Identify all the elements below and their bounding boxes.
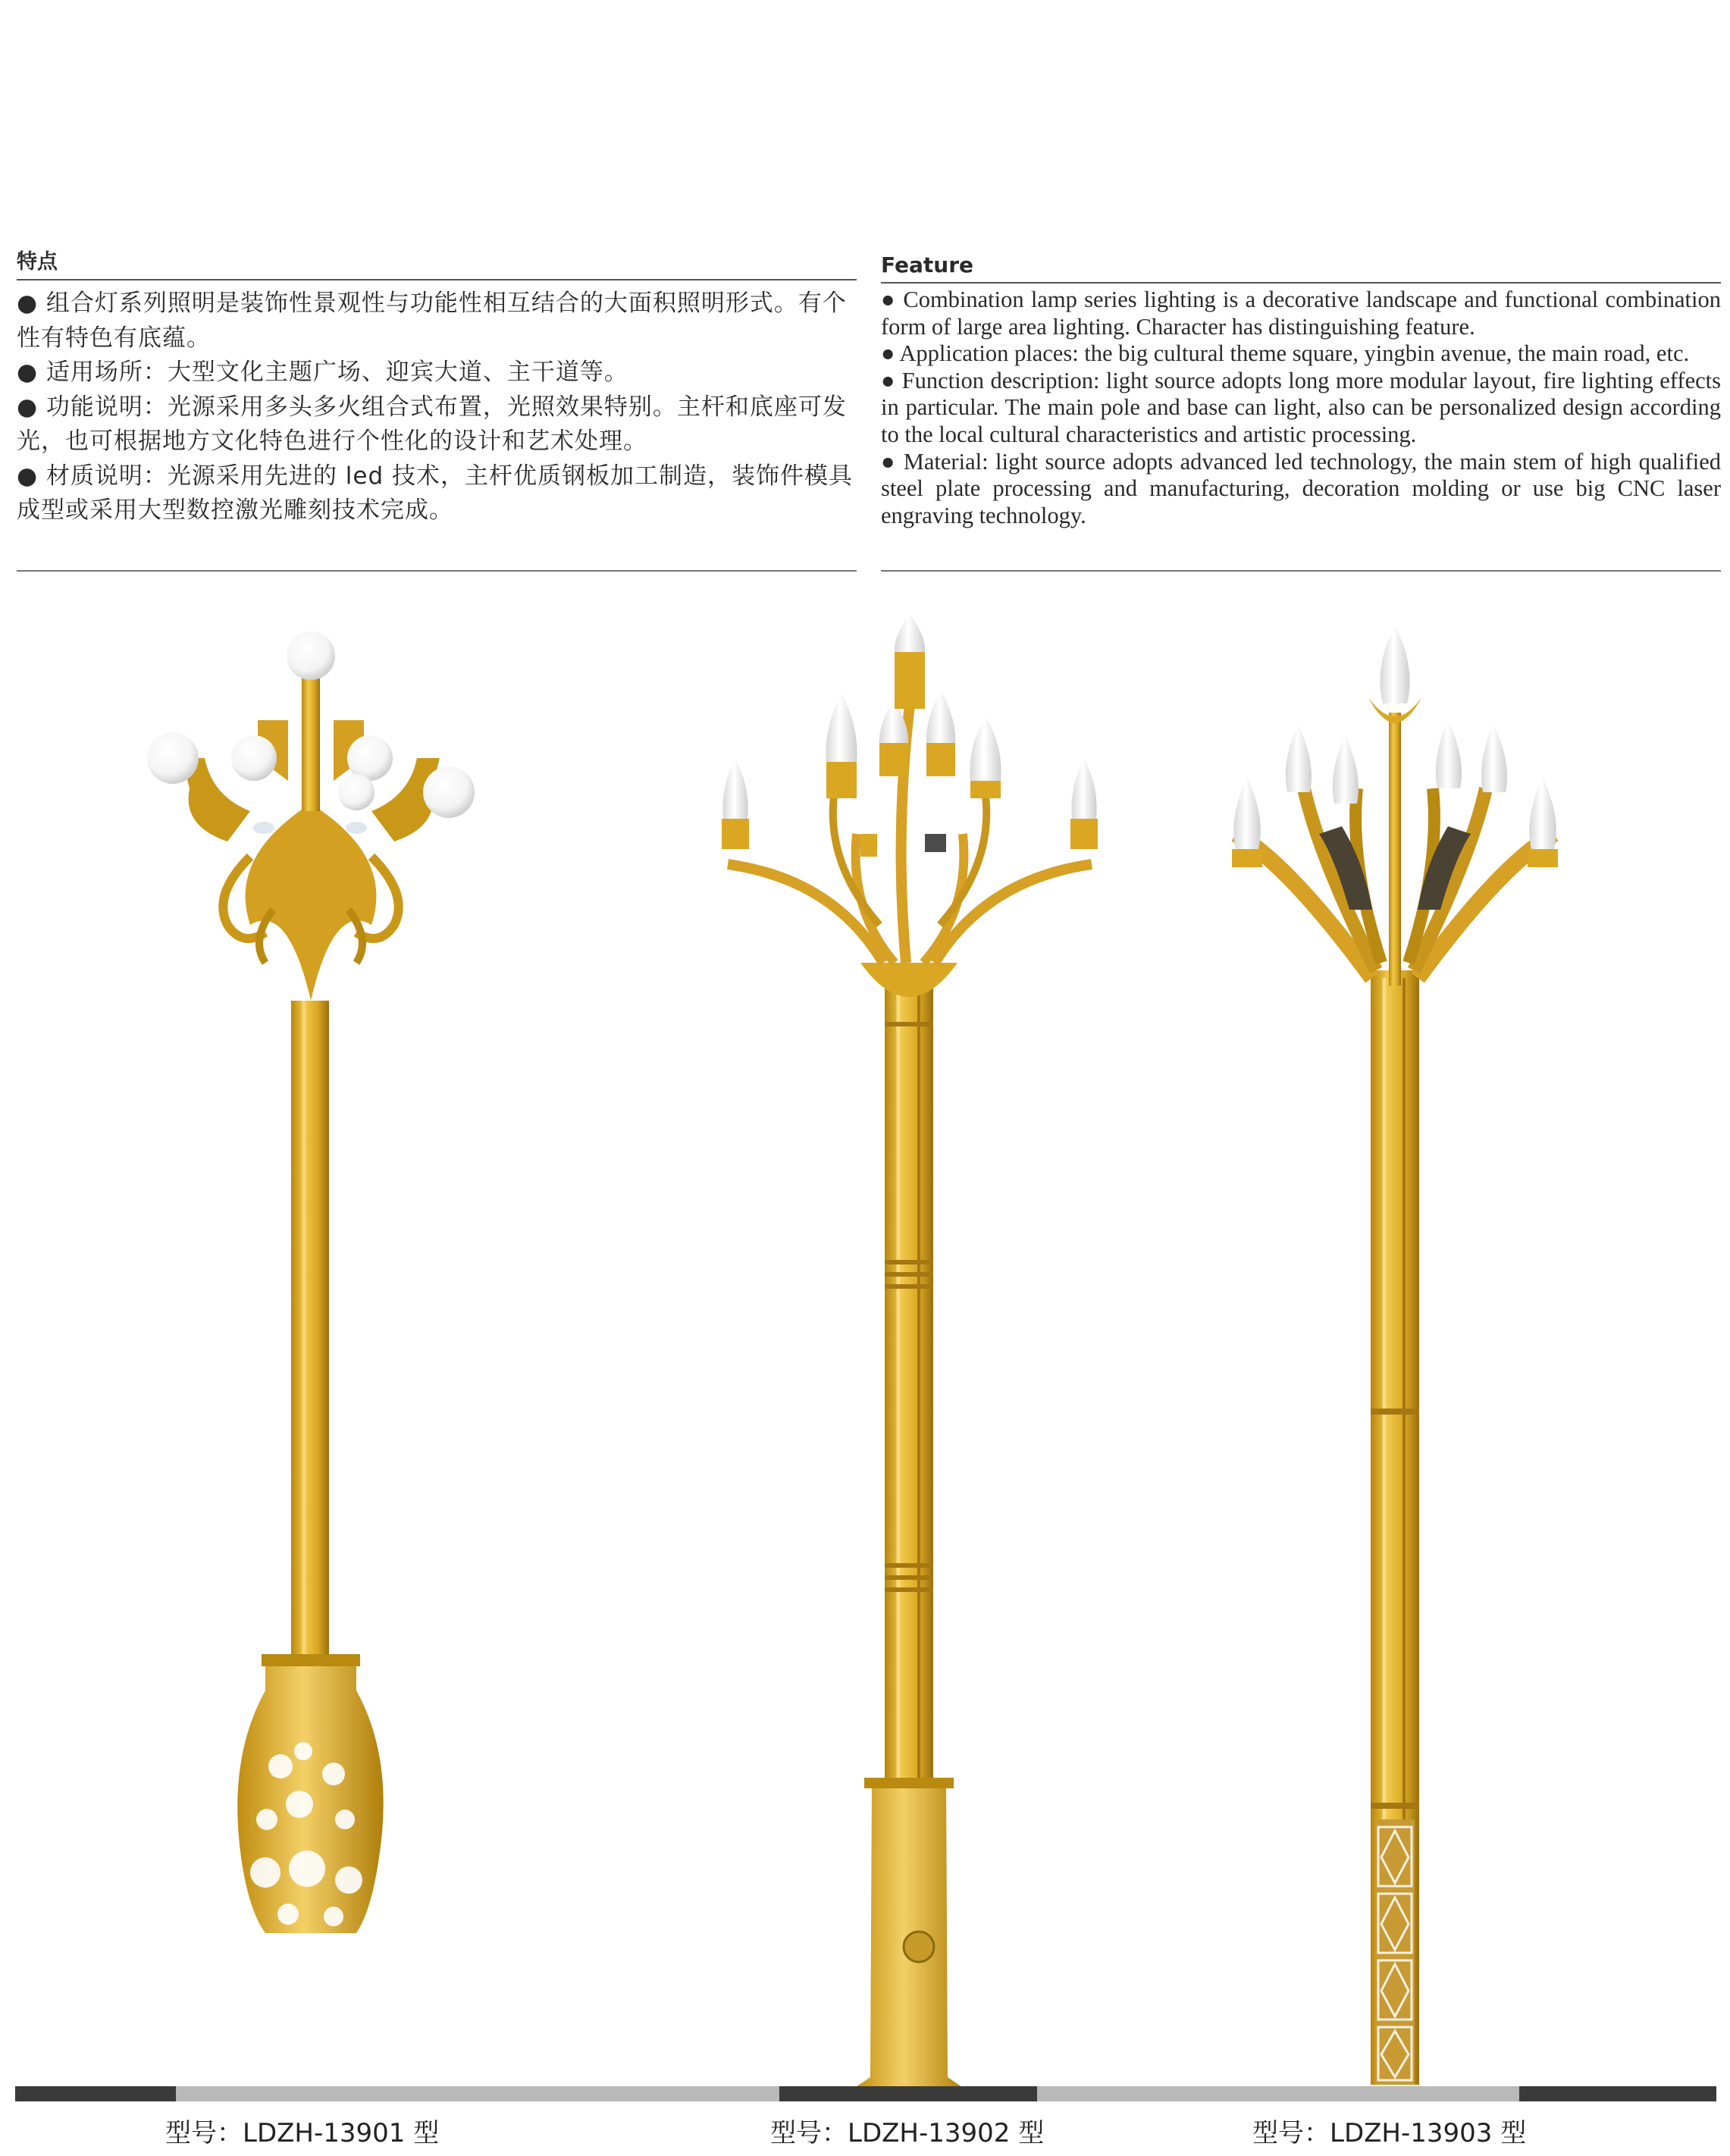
model-caption-13903: 型号：LDZH-13903 型 [1252, 2118, 1527, 2148]
features-en-paragraph: ● Combination lamp series lighting is a decorative landscape and functional combination form of large area lighting. Character has distinguishing feature. [881, 287, 1721, 340]
features-cn-paragraph: ● 适用场所：大型文化主题广场、迎宾大道、主干道等。 [17, 359, 628, 386]
features-cn-heading: 特点 [17, 247, 857, 280]
features-cn-bottom-rule [17, 570, 857, 572]
model-caption-13901: 型号：LDZH-13901 型 [165, 2118, 440, 2148]
ground-strip-light [176, 2086, 779, 2101]
features-en-heading: Feature [881, 247, 1721, 284]
features-en-paragraph: ● Application places: the big cultural theme square, yingbin avenue, the main road, etc. [881, 340, 1690, 367]
features-en-section [881, 247, 1721, 529]
features-cn-paragraph: ● 材质说明：光源采用先进的 led 技术，主杆优质钢板加工制造，装饰件模具成型或采用大型数控激光雕刻技术完成。 [17, 462, 853, 524]
features-en-paragraph: ● Function description: light source adopts long more modular layout, fire lighting effects in particular. The main pole and base can light, also can be personalized design according to the local cultural characteristics and artistic processing. [881, 367, 1721, 447]
ground-strip-dark [15, 2086, 176, 2101]
features-en-body [881, 284, 1721, 529]
ground-strip-light [1037, 2086, 1263, 2101]
lamp-pole-13901 [147, 631, 475, 1933]
ground-strip-light [1263, 2086, 1519, 2101]
lamp-illustrations [0, 606, 1730, 2092]
features-en-bottom-rule [881, 570, 1721, 572]
features-cn-body [17, 280, 857, 528]
model-caption-13902: 型号：LDZH-13902 型 [770, 2118, 1045, 2148]
lamp-pole-13902 [722, 614, 1098, 2089]
features-cn-paragraph: ● 功能说明：光源采用多头多火组合式布置，光照效果特别。主杆和底座可发光，也可根据地方文化特色进行个性化的设计和艺术处理。 [17, 393, 847, 455]
lamp-pole-13903 [1232, 625, 1558, 2085]
ground-strip-dark [1519, 2086, 1716, 2101]
features-cn-paragraph: ● 组合灯系列照明是装饰性景观性与功能性相互结合的大面积照明形式。有个性有特色有底蕴。 [17, 290, 847, 352]
ground-strip-dark [779, 2086, 1037, 2101]
features-cn-section [17, 247, 857, 528]
features-en-paragraph: ● Material: light source adopts advanced led technology, the main stem of high qualified steel plate processing and manufacturing, decoration molding or use big CNC laser engraving technology. [881, 448, 1721, 528]
